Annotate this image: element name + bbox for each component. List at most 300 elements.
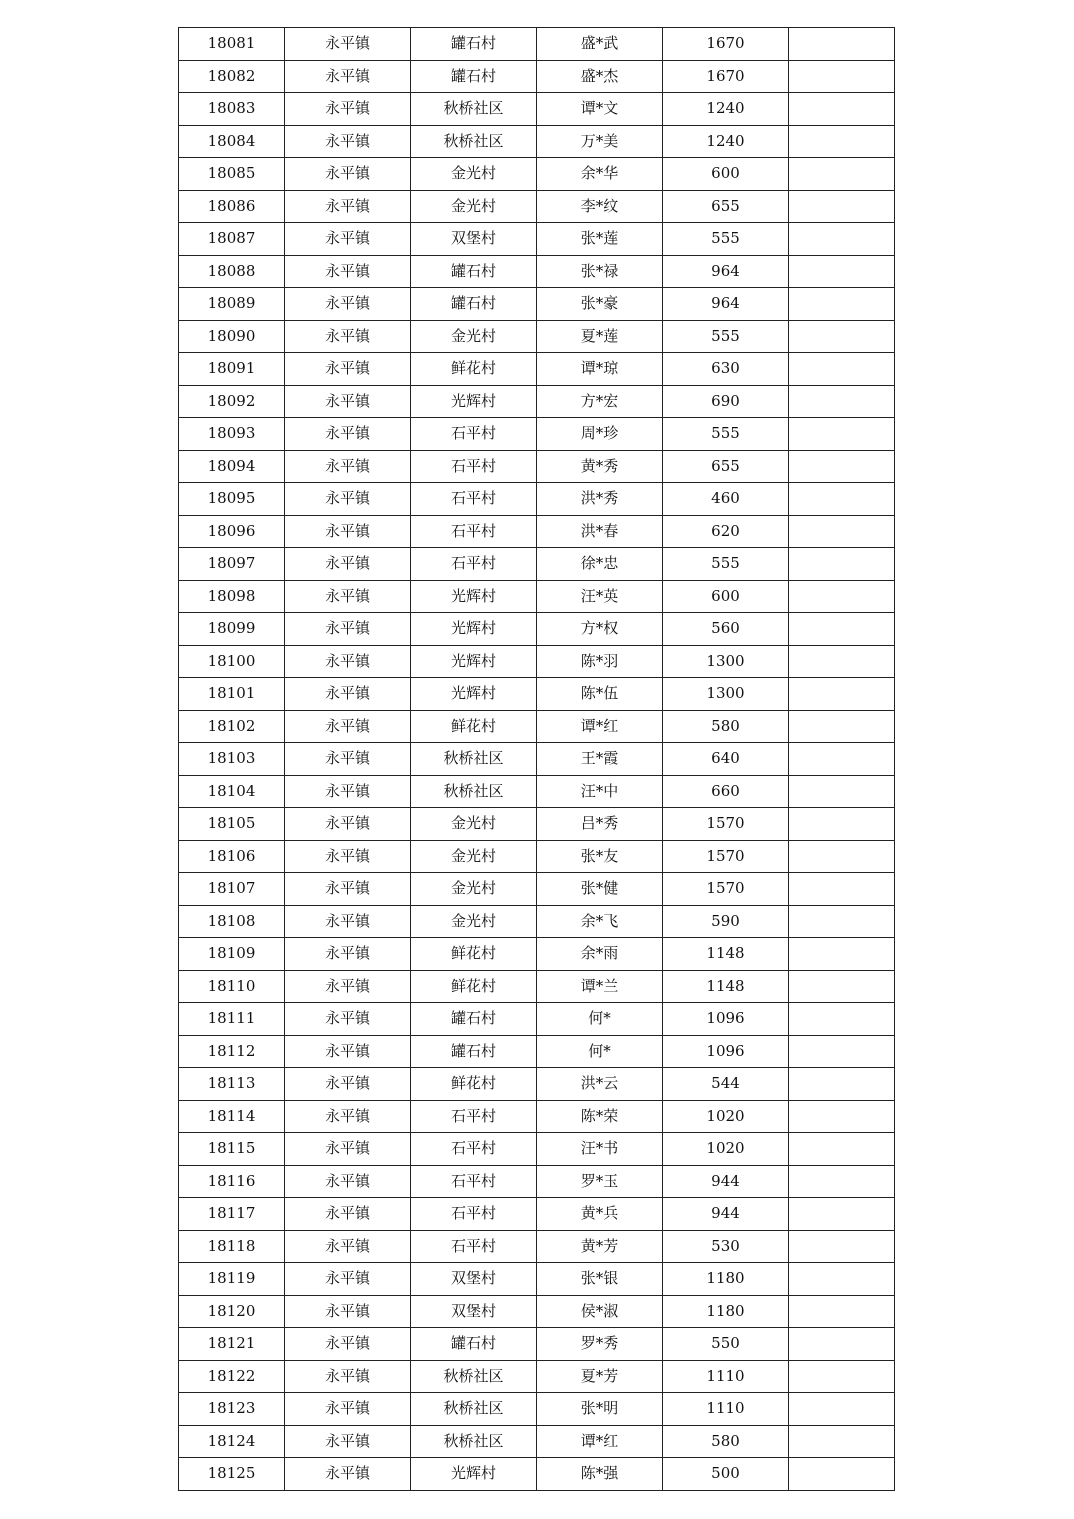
amount-cell: 1240 [663,93,789,126]
name-cell: 黄*秀 [537,450,663,483]
note-cell [789,710,895,743]
row-id-cell: 18093 [179,418,285,451]
row-id-cell: 18082 [179,60,285,93]
row-id-cell: 18107 [179,873,285,906]
table-row [179,418,895,451]
amount-cell: 1570 [663,873,789,906]
village-cell: 双堡村 [411,223,537,256]
name-cell: 张*友 [537,840,663,873]
name-cell: 谭*文 [537,93,663,126]
village-cell: 罐石村 [411,288,537,321]
row-id-cell: 18108 [179,905,285,938]
note-cell [789,548,895,581]
row-id-cell: 18109 [179,938,285,971]
amount-cell: 1300 [663,678,789,711]
table-row [179,158,895,191]
village-cell: 金光村 [411,840,537,873]
town-cell: 永平镇 [285,1328,411,1361]
village-cell: 金光村 [411,808,537,841]
table-row [179,580,895,613]
village-cell: 石平村 [411,450,537,483]
note-cell [789,1100,895,1133]
town-cell: 永平镇 [285,93,411,126]
table-row [179,775,895,808]
town-cell: 永平镇 [285,125,411,158]
name-cell: 盛*武 [537,28,663,61]
amount-cell: 555 [663,418,789,451]
table-row [179,743,895,776]
town-cell: 永平镇 [285,580,411,613]
town-cell: 永平镇 [285,1035,411,1068]
name-cell: 周*珍 [537,418,663,451]
name-cell: 张*银 [537,1263,663,1296]
name-cell: 黄*芳 [537,1230,663,1263]
town-cell: 永平镇 [285,223,411,256]
amount-cell: 560 [663,613,789,646]
note-cell [789,1035,895,1068]
amount-cell: 530 [663,1230,789,1263]
village-cell: 金光村 [411,905,537,938]
note-cell [789,873,895,906]
name-cell: 张*禄 [537,255,663,288]
amount-cell: 1110 [663,1360,789,1393]
town-cell: 永平镇 [285,873,411,906]
name-cell: 洪*春 [537,515,663,548]
row-id-cell: 18103 [179,743,285,776]
row-id-cell: 18112 [179,1035,285,1068]
row-id-cell: 18119 [179,1263,285,1296]
town-cell: 永平镇 [285,1230,411,1263]
town-cell: 永平镇 [285,1068,411,1101]
amount-cell: 964 [663,255,789,288]
name-cell: 陈*伍 [537,678,663,711]
village-cell: 鲜花村 [411,938,537,971]
table-row [179,1133,895,1166]
table-row [179,1295,895,1328]
table-row [179,1035,895,1068]
row-id-cell: 18124 [179,1425,285,1458]
amount-cell: 1240 [663,125,789,158]
table-row [179,353,895,386]
village-cell: 石平村 [411,483,537,516]
village-cell: 秋桥社区 [411,93,537,126]
village-cell: 罐石村 [411,1003,537,1036]
table-row [179,1068,895,1101]
town-cell: 永平镇 [285,28,411,61]
amount-cell: 620 [663,515,789,548]
town-cell: 永平镇 [285,418,411,451]
village-cell: 石平村 [411,418,537,451]
town-cell: 永平镇 [285,288,411,321]
name-cell: 余*雨 [537,938,663,971]
village-cell: 秋桥社区 [411,743,537,776]
row-id-cell: 18125 [179,1458,285,1491]
note-cell [789,1198,895,1231]
village-cell: 罐石村 [411,60,537,93]
table-row [179,678,895,711]
amount-cell: 944 [663,1165,789,1198]
note-cell [789,1360,895,1393]
table-row [179,190,895,223]
name-cell: 夏*芳 [537,1360,663,1393]
amount-cell: 555 [663,223,789,256]
row-id-cell: 18100 [179,645,285,678]
table-row [179,1165,895,1198]
table-row [179,645,895,678]
table-row [179,255,895,288]
note-cell [789,1458,895,1491]
name-cell: 王*霞 [537,743,663,776]
name-cell: 张*明 [537,1393,663,1426]
name-cell: 洪*云 [537,1068,663,1101]
table-row [179,938,895,971]
amount-cell: 1300 [663,645,789,678]
village-cell: 金光村 [411,320,537,353]
town-cell: 永平镇 [285,450,411,483]
note-cell [789,125,895,158]
amount-cell: 580 [663,1425,789,1458]
amount-cell: 660 [663,775,789,808]
row-id-cell: 18089 [179,288,285,321]
note-cell [789,1133,895,1166]
row-id-cell: 18118 [179,1230,285,1263]
row-id-cell: 18117 [179,1198,285,1231]
table-row [179,288,895,321]
amount-cell: 1148 [663,938,789,971]
note-cell [789,190,895,223]
table-row [179,450,895,483]
note-cell [789,678,895,711]
village-cell: 光辉村 [411,580,537,613]
table-row [179,1458,895,1491]
row-id-cell: 18086 [179,190,285,223]
village-cell: 鲜花村 [411,710,537,743]
name-cell: 陈*羽 [537,645,663,678]
amount-cell: 1110 [663,1393,789,1426]
name-cell: 陈*强 [537,1458,663,1491]
table-row [179,223,895,256]
town-cell: 永平镇 [285,970,411,1003]
amount-cell: 600 [663,580,789,613]
town-cell: 永平镇 [285,743,411,776]
row-id-cell: 18083 [179,93,285,126]
town-cell: 永平镇 [285,1003,411,1036]
row-id-cell: 18092 [179,385,285,418]
note-cell [789,1295,895,1328]
row-id-cell: 18085 [179,158,285,191]
amount-cell: 555 [663,548,789,581]
village-cell: 罐石村 [411,28,537,61]
table-row [179,125,895,158]
name-cell: 张*莲 [537,223,663,256]
note-cell [789,93,895,126]
amount-cell: 544 [663,1068,789,1101]
row-id-cell: 18098 [179,580,285,613]
town-cell: 永平镇 [285,1295,411,1328]
town-cell: 永平镇 [285,645,411,678]
town-cell: 永平镇 [285,905,411,938]
town-cell: 永平镇 [285,1393,411,1426]
note-cell [789,1003,895,1036]
town-cell: 永平镇 [285,808,411,841]
row-id-cell: 18122 [179,1360,285,1393]
amount-cell: 1020 [663,1133,789,1166]
village-cell: 金光村 [411,190,537,223]
note-cell [789,580,895,613]
note-cell [789,1230,895,1263]
note-cell [789,1068,895,1101]
amount-cell: 1096 [663,1035,789,1068]
name-cell: 谭*红 [537,1425,663,1458]
table-row [179,548,895,581]
amount-cell: 500 [663,1458,789,1491]
name-cell: 方*宏 [537,385,663,418]
note-cell [789,320,895,353]
amount-cell: 944 [663,1198,789,1231]
note-cell [789,60,895,93]
row-id-cell: 18084 [179,125,285,158]
note-cell [789,1425,895,1458]
note-cell [789,1393,895,1426]
table-row [179,1263,895,1296]
village-cell: 双堡村 [411,1263,537,1296]
town-cell: 永平镇 [285,1425,411,1458]
town-cell: 永平镇 [285,353,411,386]
amount-cell: 1570 [663,808,789,841]
village-cell: 光辉村 [411,645,537,678]
name-cell: 余*飞 [537,905,663,938]
note-cell [789,450,895,483]
village-cell: 石平村 [411,1133,537,1166]
roster-table [178,27,895,1491]
table-row [179,28,895,61]
note-cell [789,515,895,548]
amount-cell: 655 [663,450,789,483]
name-cell: 汪*中 [537,775,663,808]
name-cell: 余*华 [537,158,663,191]
town-cell: 永平镇 [285,255,411,288]
row-id-cell: 18110 [179,970,285,1003]
amount-cell: 1020 [663,1100,789,1133]
name-cell: 夏*莲 [537,320,663,353]
town-cell: 永平镇 [285,1360,411,1393]
table-row [179,385,895,418]
row-id-cell: 18102 [179,710,285,743]
note-cell [789,1165,895,1198]
note-cell [789,1263,895,1296]
table-row [179,710,895,743]
row-id-cell: 18091 [179,353,285,386]
row-id-cell: 18097 [179,548,285,581]
table-row [179,483,895,516]
name-cell: 张*健 [537,873,663,906]
amount-cell: 1148 [663,970,789,1003]
note-cell [789,970,895,1003]
town-cell: 永平镇 [285,158,411,191]
amount-cell: 460 [663,483,789,516]
note-cell [789,905,895,938]
village-cell: 金光村 [411,158,537,191]
name-cell: 汪*书 [537,1133,663,1166]
town-cell: 永平镇 [285,320,411,353]
table-row [179,1230,895,1263]
note-cell [789,418,895,451]
town-cell: 永平镇 [285,548,411,581]
table-row [179,1393,895,1426]
village-cell: 秋桥社区 [411,1425,537,1458]
row-id-cell: 18123 [179,1393,285,1426]
note-cell [789,288,895,321]
village-cell: 罐石村 [411,1328,537,1361]
amount-cell: 690 [663,385,789,418]
row-id-cell: 18096 [179,515,285,548]
town-cell: 永平镇 [285,1100,411,1133]
village-cell: 石平村 [411,1230,537,1263]
village-cell: 秋桥社区 [411,1393,537,1426]
name-cell: 徐*忠 [537,548,663,581]
amount-cell: 1570 [663,840,789,873]
note-cell [789,483,895,516]
table-row [179,613,895,646]
table-row [179,873,895,906]
table-row [179,970,895,1003]
table-row [179,93,895,126]
amount-cell: 600 [663,158,789,191]
row-id-cell: 18115 [179,1133,285,1166]
note-cell [789,743,895,776]
table-row [179,1100,895,1133]
note-cell [789,808,895,841]
row-id-cell: 18090 [179,320,285,353]
amount-cell: 1096 [663,1003,789,1036]
village-cell: 光辉村 [411,613,537,646]
village-cell: 罐石村 [411,1035,537,1068]
amount-cell: 555 [663,320,789,353]
name-cell: 谭*兰 [537,970,663,1003]
village-cell: 罐石村 [411,255,537,288]
table-row [179,1425,895,1458]
village-cell: 石平村 [411,1100,537,1133]
name-cell: 侯*淑 [537,1295,663,1328]
town-cell: 永平镇 [285,1133,411,1166]
name-cell: 方*权 [537,613,663,646]
town-cell: 永平镇 [285,1198,411,1231]
table-row [179,840,895,873]
amount-cell: 640 [663,743,789,776]
table-row [179,60,895,93]
row-id-cell: 18116 [179,1165,285,1198]
name-cell: 陈*荣 [537,1100,663,1133]
name-cell: 黄*兵 [537,1198,663,1231]
row-id-cell: 18095 [179,483,285,516]
table-row [179,1003,895,1036]
amount-cell: 580 [663,710,789,743]
note-cell [789,775,895,808]
table-row [179,905,895,938]
name-cell: 李*纹 [537,190,663,223]
note-cell [789,613,895,646]
town-cell: 永平镇 [285,1263,411,1296]
note-cell [789,938,895,971]
row-id-cell: 18114 [179,1100,285,1133]
roster-table-body [179,28,895,1491]
row-id-cell: 18094 [179,450,285,483]
row-id-cell: 18099 [179,613,285,646]
note-cell [789,223,895,256]
amount-cell: 1180 [663,1295,789,1328]
village-cell: 秋桥社区 [411,1360,537,1393]
row-id-cell: 18104 [179,775,285,808]
table-row [179,515,895,548]
town-cell: 永平镇 [285,938,411,971]
note-cell [789,645,895,678]
town-cell: 永平镇 [285,483,411,516]
town-cell: 永平镇 [285,385,411,418]
village-cell: 金光村 [411,873,537,906]
village-cell: 鲜花村 [411,353,537,386]
village-cell: 秋桥社区 [411,125,537,158]
name-cell: 何* [537,1003,663,1036]
name-cell: 罗*玉 [537,1165,663,1198]
note-cell [789,1328,895,1361]
amount-cell: 550 [663,1328,789,1361]
name-cell: 洪*秀 [537,483,663,516]
table-row [179,320,895,353]
row-id-cell: 18106 [179,840,285,873]
name-cell: 汪*英 [537,580,663,613]
village-cell: 石平村 [411,1198,537,1231]
table-row [179,1198,895,1231]
village-cell: 石平村 [411,515,537,548]
name-cell: 吕*秀 [537,808,663,841]
amount-cell: 590 [663,905,789,938]
village-cell: 鲜花村 [411,1068,537,1101]
row-id-cell: 18121 [179,1328,285,1361]
name-cell: 盛*杰 [537,60,663,93]
table-row [179,808,895,841]
row-id-cell: 18081 [179,28,285,61]
row-id-cell: 18111 [179,1003,285,1036]
row-id-cell: 18120 [179,1295,285,1328]
town-cell: 永平镇 [285,710,411,743]
name-cell: 何* [537,1035,663,1068]
village-cell: 光辉村 [411,678,537,711]
village-cell: 石平村 [411,548,537,581]
village-cell: 光辉村 [411,1458,537,1491]
name-cell: 张*豪 [537,288,663,321]
name-cell: 谭*红 [537,710,663,743]
town-cell: 永平镇 [285,60,411,93]
note-cell [789,255,895,288]
town-cell: 永平镇 [285,840,411,873]
note-cell [789,158,895,191]
note-cell [789,353,895,386]
town-cell: 永平镇 [285,515,411,548]
amount-cell: 655 [663,190,789,223]
table-row [179,1360,895,1393]
town-cell: 永平镇 [285,678,411,711]
name-cell: 罗*秀 [537,1328,663,1361]
town-cell: 永平镇 [285,1458,411,1491]
name-cell: 万*美 [537,125,663,158]
amount-cell: 1670 [663,28,789,61]
amount-cell: 1670 [663,60,789,93]
village-cell: 光辉村 [411,385,537,418]
row-id-cell: 18088 [179,255,285,288]
village-cell: 鲜花村 [411,970,537,1003]
note-cell [789,28,895,61]
town-cell: 永平镇 [285,613,411,646]
